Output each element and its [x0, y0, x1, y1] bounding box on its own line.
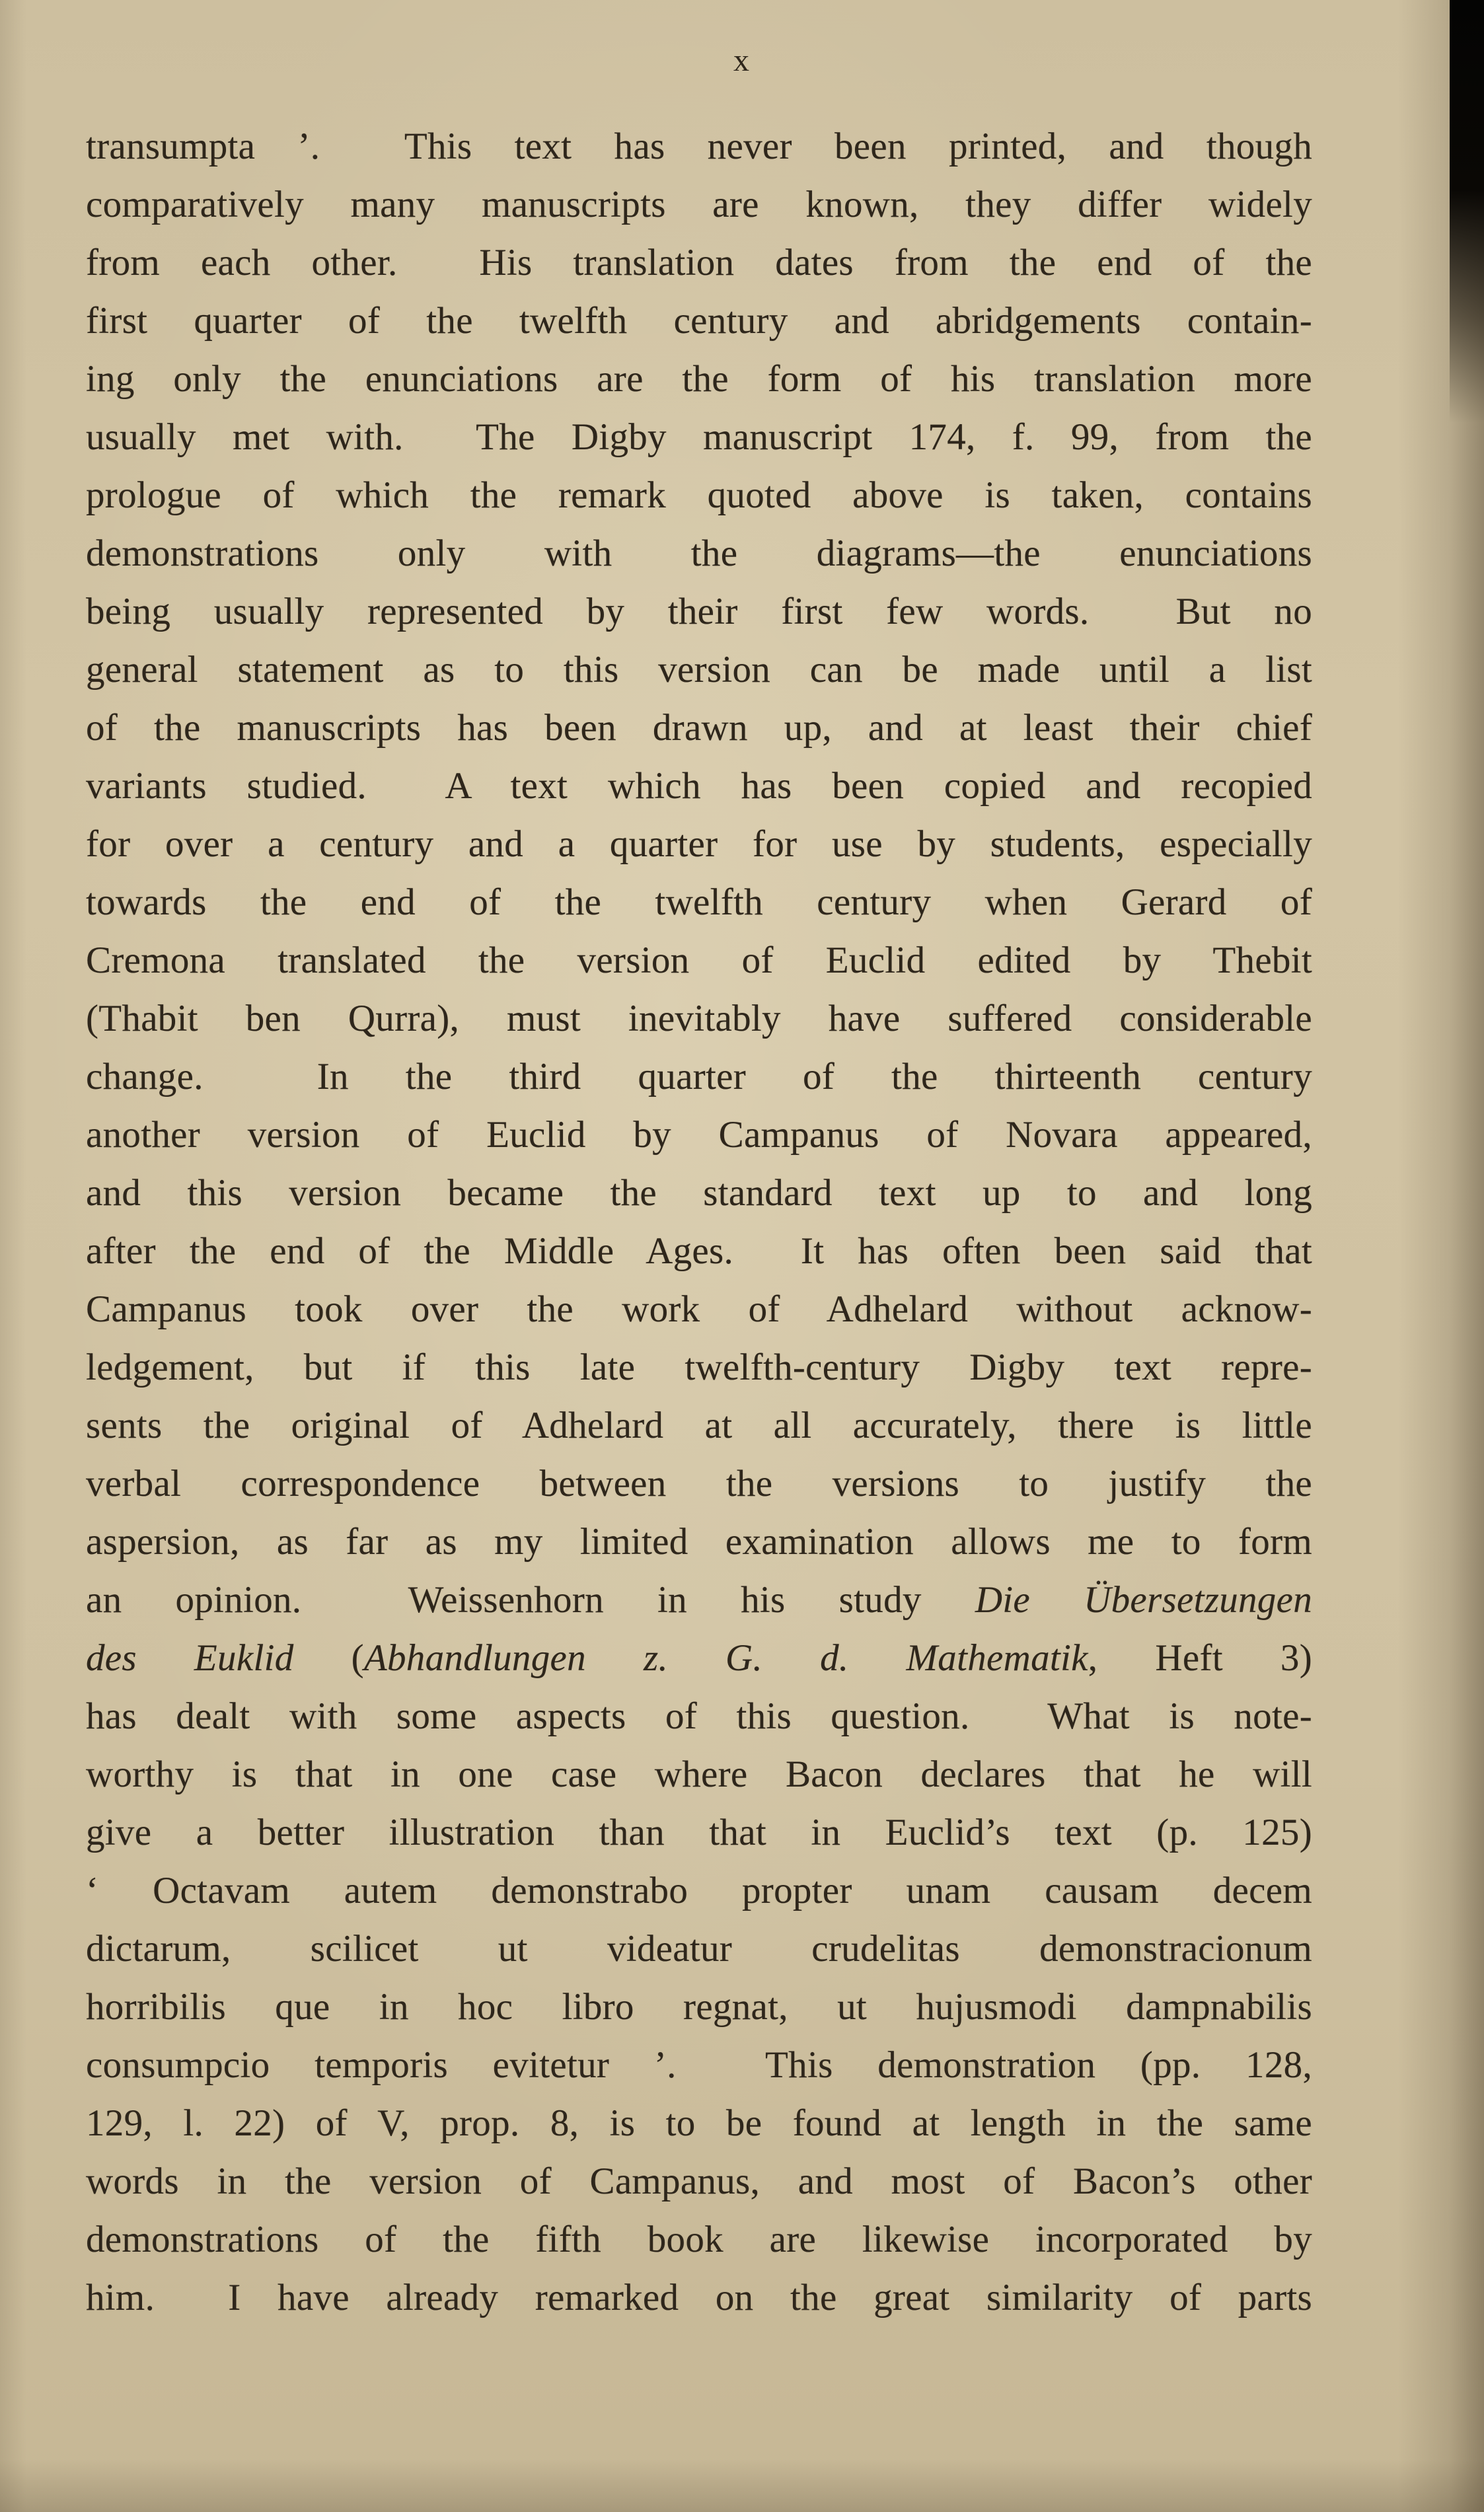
text-line: him. I have already remarked on the great similarity of parts: [86, 2277, 1312, 2318]
scan-left-edge-shadow: [0, 0, 26, 2512]
text-line: horribilis que in hoc libro regnat, ut hujusmodi dampnabilis: [86, 1986, 1312, 2028]
text-line: for over a century and a quarter for use by students, especially: [86, 823, 1312, 865]
text-line: sents the original of Adhelard at all accurately, there is little: [86, 1405, 1312, 1446]
page-number: x: [733, 43, 751, 78]
text-line: dictarum, scilicet ut videatur crudelitas demonstracionum: [86, 1928, 1312, 1970]
text-line: has dealt with some aspects of this question. What is note-: [86, 1695, 1312, 1737]
text-line: after the end of the Middle Ages. It has often been said that: [86, 1230, 1312, 1272]
text-line: words in the version of Campanus, and most of Bacon’s other: [86, 2161, 1312, 2202]
text-line: prologue of which the remark quoted above is taken, contains: [86, 474, 1312, 516]
text-line: change. In the third quarter of the thirteenth century: [86, 1056, 1312, 1097]
scan-bottom-edge-shadow: [0, 2459, 1484, 2512]
text-line: comparatively many manuscripts are known, they differ widely: [86, 184, 1312, 225]
text-line: demonstrations only with the diagrams—the enunciations: [86, 533, 1312, 574]
text-line: usually met with. The Digby manuscript 174, f. 99, from the: [86, 416, 1312, 458]
text-line: variants studied. A text which has been copied and recopied: [86, 765, 1312, 807]
text-line: an opinion. Weissenhorn in his study Die Übersetzungen: [86, 1579, 1313, 1621]
text-line: ing only the enunciations are the form of his translation more: [86, 358, 1312, 400]
text-line: verbal correspondence between the versions to justify the: [86, 1463, 1312, 1504]
text-line: another version of Euclid by Campanus of Novara appeared,: [86, 1114, 1312, 1156]
text-line: transumpta ’. This text has never been printed, and though: [86, 126, 1312, 167]
text-line: demonstrations of the fifth book are likewise incorporated by: [86, 2219, 1312, 2260]
scan-right-edge-shadow: [1398, 0, 1484, 2512]
text-line: general statement as to this version can be made until a list: [86, 649, 1312, 690]
text-line: give a better illustration than that in Euclid’s text (p. 125): [86, 1812, 1312, 1853]
text-line: of the manuscripts has been drawn up, and at least their chief: [86, 707, 1312, 749]
text-line: from each other. His translation dates from the end of the: [86, 242, 1312, 283]
text-line: ledgement, but if this late twelfth-century Digby text repre-: [86, 1347, 1312, 1388]
text-line: 129, l. 22) of V, prop. 8, is to be found at length in the same: [86, 2102, 1312, 2144]
text-line: Campanus took over the work of Adhelard without acknow-: [86, 1288, 1312, 1330]
text-line: (Thabit ben Qurra), must inevitably have suffered considerable: [86, 998, 1312, 1039]
text-line: Cremona translated the version of Euclid edited by Thebit: [86, 940, 1312, 981]
text-line: first quarter of the twelfth century and abridgements contain-: [86, 300, 1312, 342]
text-line: being usually represented by their first few words. But no: [86, 591, 1312, 632]
text-line: and this version became the standard text up to and long: [86, 1172, 1312, 1214]
text-line: worthy is that in one case where Bacon declares that he will: [86, 1754, 1312, 1795]
body-text: [86, 118, 1312, 2327]
text-line: aspersion, as far as my limited examination allows me to form: [86, 1521, 1312, 1563]
text-line: towards the end of the twelfth century when Gerard of: [86, 881, 1312, 923]
text-line: des Euklid (Abhandlungen z. G. d. Mathematik, Heft 3): [86, 1637, 1312, 1679]
text-line: consumpcio temporis evitetur ’. This demonstration (pp. 128,: [86, 2044, 1312, 2086]
text-line: ‘ Octavam autem demonstrabo propter unam causam decem: [86, 1870, 1312, 1911]
